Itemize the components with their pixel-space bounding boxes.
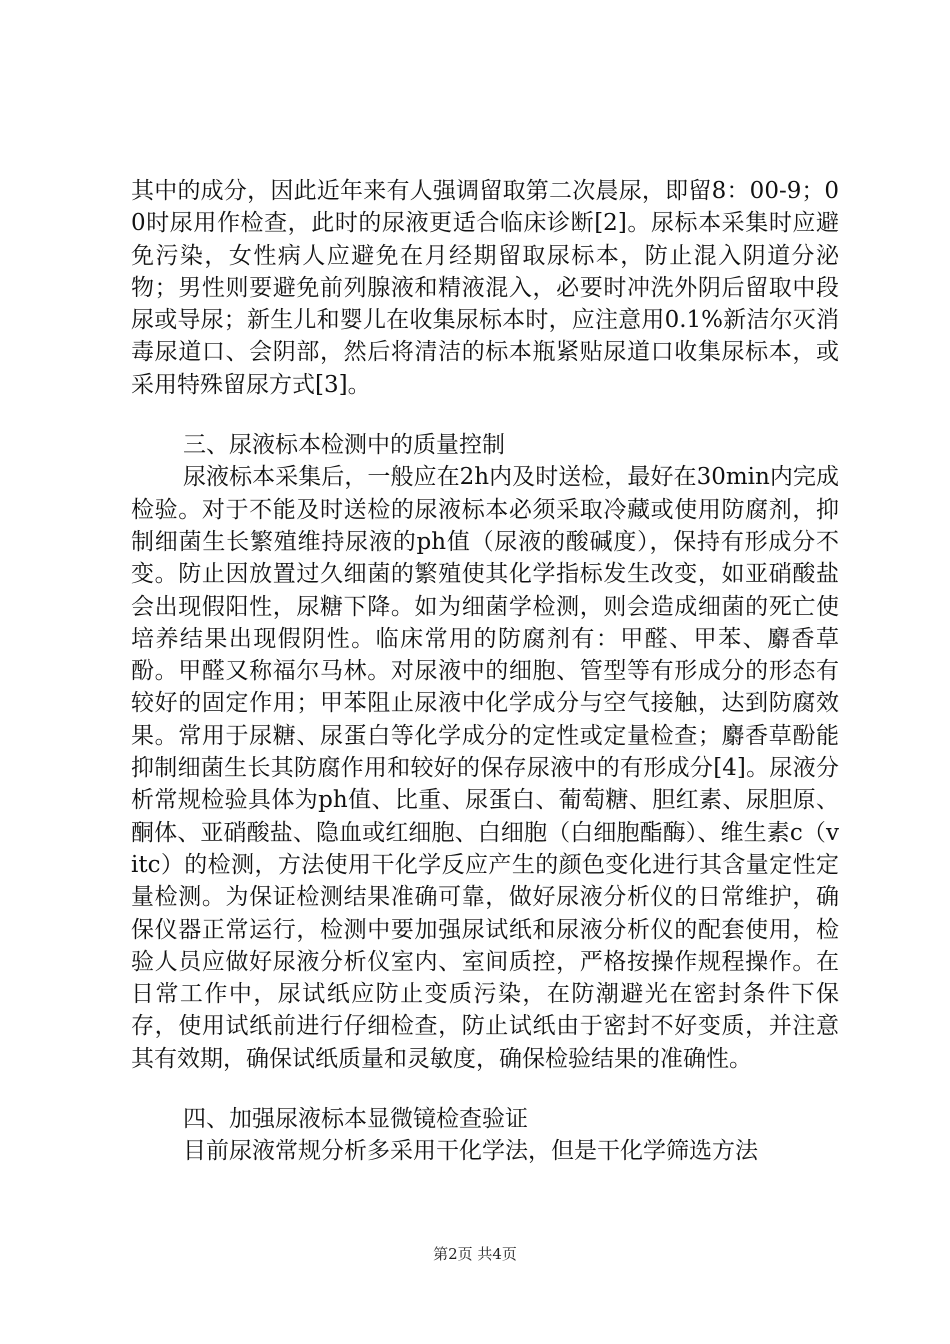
paragraph-continuation: 其中的成分，因此近年来有人强调留取第二次晨尿，即留8：00-9；00时尿用作检查，此时的尿液更适合临床诊断[2]。尿标本采集时应避免污染，女性病人应避免在月经期留取尿标本，防止混入阴道分泌物；男性则要避免前列腺液和精液混入，必要时冲洗外阴后留取中段尿或导尿；新生儿和婴儿在收集尿标本时，应注意用0.1%新洁尔灭消毒尿道口、会阴部，然后将清洁的标本瓶紧贴尿道口收集尿标本，或采用特殊留尿方式[3]。 (131, 178, 839, 398)
document-body (131, 175, 839, 1168)
paragraph-spacer (131, 1075, 839, 1103)
section-heading-4: 四、加强尿液标本显微镜检查验证 (183, 1106, 528, 1133)
paragraph-spacer (131, 401, 839, 429)
paragraph-quality-control: 尿液标本采集后，一般应在2h内及时送检，最好在30min内完成检验。对于不能及时送检的尿液标本必须采取冷藏或使用防腐剂，抑制细菌生长繁殖维持尿液的ph值（尿液的酸碱度），保持有形成分不变。防止因放置过久细菌的繁殖使其化学指标发生改变，如亚硝酸盐会出现假阳性，尿糖下降。如为细菌学检测，则会造成细菌的死亡使培养结果出现假阴性。临床常用的防腐剂有：甲醛、甲苯、麝香草酚。甲醛又称福尔马林。对尿液中的细胞、管型等有形成分的形态有较好的固定作用；甲苯阻止尿液中化学成分与空气接触，达到防腐效果。常用于尿糖、尿蛋白等化学成分的定性或定量检查；麝香草酚能抑制细菌生长其防腐作用和较好的保存尿液中的有形成分[4]。尿液分析常规检验具体为ph值、比重、尿蛋白、葡萄糖、胆红素、尿胆原、酮体、亚硝酸盐、隐血或红细胞、白细胞（白细胞酯酶）、维生素c（vitc）的检测，方法使用干化学反应产生的颜色变化进行其含量定性定量检测。为保证检测结果准确可靠，做好尿液分析仪的日常维护，确保仪器正常运行，检测中要加强尿试纸和尿液分析仪的配套使用，检验人员应做好尿液分析仪室内、室间质控，严格按操作规程操作。在日常工作中，尿试纸应防止变质污染，在防潮避光在密封条件下保存，使用试纸前进行仔细检查，防止试纸由于密封不好变质，并注意其有效期，确保试纸质量和灵敏度，确保检验结果的准确性。 (131, 464, 839, 1072)
page-number-footer: 第2页 共4页 (433, 1245, 517, 1263)
paragraph-microscopy: 目前尿液常规分析多采用干化学法，但是干化学筛选方法 (183, 1138, 758, 1165)
section-heading-3: 三、尿液标本检测中的质量控制 (183, 432, 505, 459)
